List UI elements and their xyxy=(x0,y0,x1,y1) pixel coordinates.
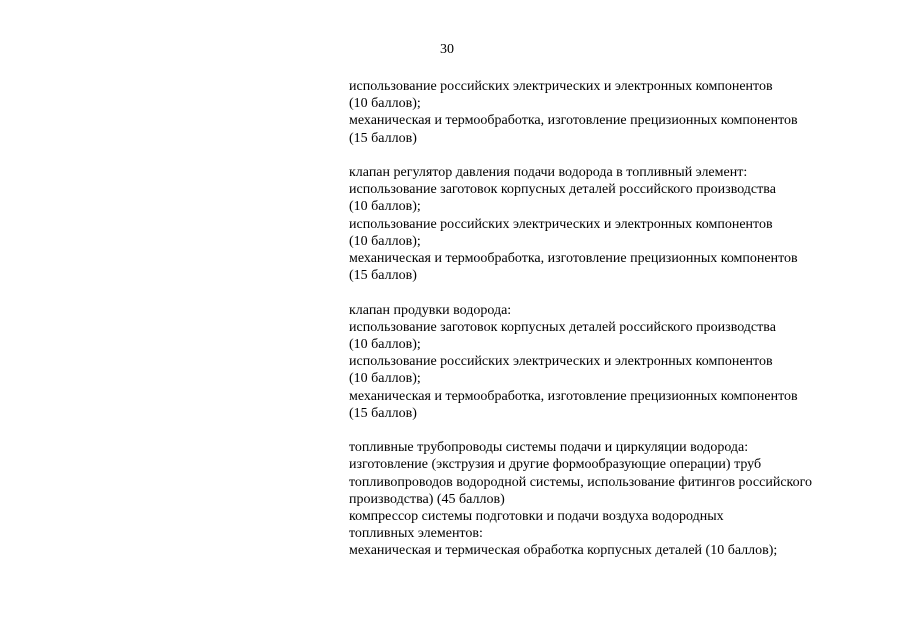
page-number: 30 xyxy=(440,42,454,57)
text-line: клапан регулятор давления подачи водорода в топливный элемент: xyxy=(349,165,748,180)
text-line: использование российских электрических и электронных компонентов xyxy=(349,79,773,94)
text-line: (10 баллов); xyxy=(349,199,421,215)
text-block xyxy=(349,164,894,284)
text-line: (10 баллов); xyxy=(349,96,421,112)
text-line: механическая и термообработка, изготовление прецизионных компонентов xyxy=(349,113,798,129)
text-line: (15 баллов) xyxy=(349,405,417,421)
text-line: топливопроводов водородной системы, использование фитингов российского xyxy=(349,474,813,490)
text-line: производства) (45 баллов) xyxy=(349,491,505,507)
text-line: использование заготовок корпусных деталей российского производства xyxy=(349,319,776,335)
text-line: топливные трубопроводы системы подачи и циркуляции водорода: xyxy=(349,440,749,456)
text-line: механическая и термообработка, изготовление прецизионных компонентов xyxy=(349,388,798,404)
text-line: компрессор системы подготовки и подачи воздуха водородных xyxy=(349,509,724,525)
paragraph-gap xyxy=(349,284,894,301)
text-line: (10 баллов); xyxy=(349,371,421,387)
text-line: использование российских электрических и электронных компонентов xyxy=(349,216,773,232)
text-line: использование заготовок корпусных деталей российского производства xyxy=(349,182,776,198)
text-line: использование российских электрических и электронных компонентов xyxy=(349,354,773,370)
text-line: (10 баллов); xyxy=(349,233,421,249)
text-line: изготовление (экструзия и другие формообразующие операции) труб xyxy=(349,457,762,473)
text-line: топливных элементов: xyxy=(349,526,483,542)
text-block xyxy=(349,302,894,422)
paragraph-gap xyxy=(349,422,894,439)
text-line: клапан продувки водорода: xyxy=(349,302,512,318)
text-line: механическая и термическая обработка корпусных деталей (10 баллов); xyxy=(349,543,778,559)
text-block xyxy=(349,78,894,147)
document-body xyxy=(349,78,894,560)
text-line: (10 баллов); xyxy=(349,337,421,353)
text-line: (15 баллов) xyxy=(349,130,417,146)
text-line: (15 баллов) xyxy=(349,268,417,284)
text-line: механическая и термообработка, изготовление прецизионных компонентов xyxy=(349,251,798,267)
text-block xyxy=(349,439,894,559)
paragraph-gap xyxy=(349,147,894,164)
